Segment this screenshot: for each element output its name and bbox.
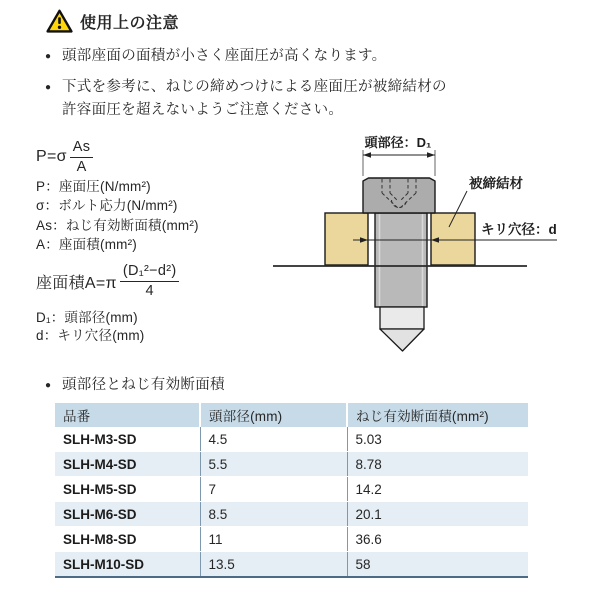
area-formula-lhs: 座面積A=π	[36, 274, 117, 292]
part-number-cell: SLH-M5-SD	[55, 477, 200, 502]
fraction-denominator: A	[76, 158, 87, 175]
effective-area-cell: 36.6	[347, 527, 528, 552]
column-header-part-number: 品番	[55, 403, 200, 427]
part-number-cell: SLH-M6-SD	[55, 502, 200, 527]
drill-hole-label: キリ穴径：d	[481, 222, 557, 237]
bullet-icon: ●	[45, 51, 52, 62]
effective-area-cell: 14.2	[347, 477, 528, 502]
head-diameter-cell: 7	[200, 477, 347, 502]
head-diameter-cell: 11	[200, 527, 347, 552]
effective-area-cell: 20.1	[347, 502, 528, 527]
bullet-note-1-text: 頭部座面の面積が小さく座面圧が高くなります。	[62, 48, 387, 64]
bolt-shank	[375, 213, 427, 307]
bullet-icon: ●	[45, 82, 52, 93]
pressure-formula-legend	[36, 177, 199, 255]
head-diameter-cell: 5.5	[200, 452, 347, 477]
bullet-note-1	[45, 45, 545, 68]
part-number-cell: SLH-M4-SD	[55, 452, 200, 477]
head-diameter-dimension	[363, 150, 435, 176]
part-number-cell: SLH-M3-SD	[55, 427, 200, 452]
head-diameter-cell: 8.5	[200, 502, 347, 527]
bolt-cross-section-diagram	[270, 130, 590, 370]
table-row	[55, 527, 528, 552]
area-formula-legend	[36, 309, 145, 344]
effective-area-cell: 58	[347, 552, 528, 578]
spec-table	[55, 403, 528, 578]
notice-header	[46, 9, 179, 33]
head-diameter-label: 頭部径：D₁	[364, 135, 432, 150]
table-section-heading-text: 頭部径とねじ有効断面積	[62, 377, 225, 393]
pressure-formula-lhs: P=σ	[36, 148, 67, 166]
table-row	[55, 452, 528, 477]
effective-area-cell: 8.78	[347, 452, 528, 477]
legend-line: P：座面圧(N/mm²)	[36, 179, 151, 194]
part-number-cell: SLH-M10-SD	[55, 552, 200, 578]
table-header-row	[55, 403, 528, 427]
fraction-numerator: (D₁²−d²)	[120, 263, 180, 282]
column-header-effective-area: ねじ有効断面積(mm²)	[347, 403, 528, 427]
table-row	[55, 502, 528, 527]
legend-line: A：座面積(mm²)	[36, 237, 137, 253]
bullet-note-2-line-1: 下式を参考に、ねじの締めつけによる座面圧が被締結材の	[62, 79, 447, 95]
bullet-note-2-text	[62, 76, 447, 122]
bullet-icon: ●	[45, 380, 52, 391]
table-section-heading	[45, 374, 225, 397]
fraction-denominator: 4	[145, 282, 154, 299]
legend-line: As：ねじ有効断面積(mm²)	[36, 217, 199, 233]
legend-line: d：キリ穴径(mm)	[36, 327, 145, 343]
table-row	[55, 477, 528, 502]
bullet-note-2	[45, 76, 545, 122]
effective-area-cell: 5.03	[347, 427, 528, 452]
head-diameter-cell: 4.5	[200, 427, 347, 452]
legend-line: D₁：頭部径(mm)	[36, 310, 138, 325]
fraction-numerator: As	[70, 139, 94, 158]
part-number-cell: SLH-M8-SD	[55, 527, 200, 552]
bolt-head	[363, 178, 435, 213]
notice-bullets	[45, 45, 545, 122]
fraction	[120, 263, 180, 299]
bolt-tip	[380, 307, 424, 351]
head-diameter-cell: 13.5	[200, 552, 347, 578]
fraction	[70, 139, 94, 175]
clamped-material-label: 被締結材	[469, 176, 523, 191]
bullet-note-2-line-2: 許容面圧を超えないようご注意ください。	[62, 102, 344, 118]
notice-title: 使用上の注意	[80, 14, 180, 32]
table-row	[55, 427, 528, 452]
pressure-formula	[36, 139, 93, 175]
column-header-head-diameter: 頭部径(mm)	[200, 403, 347, 427]
table-row	[55, 552, 528, 578]
legend-line: σ：ボルト応力(N/mm²)	[36, 198, 178, 214]
area-formula	[36, 263, 179, 299]
warning-triangle-icon	[46, 9, 73, 33]
